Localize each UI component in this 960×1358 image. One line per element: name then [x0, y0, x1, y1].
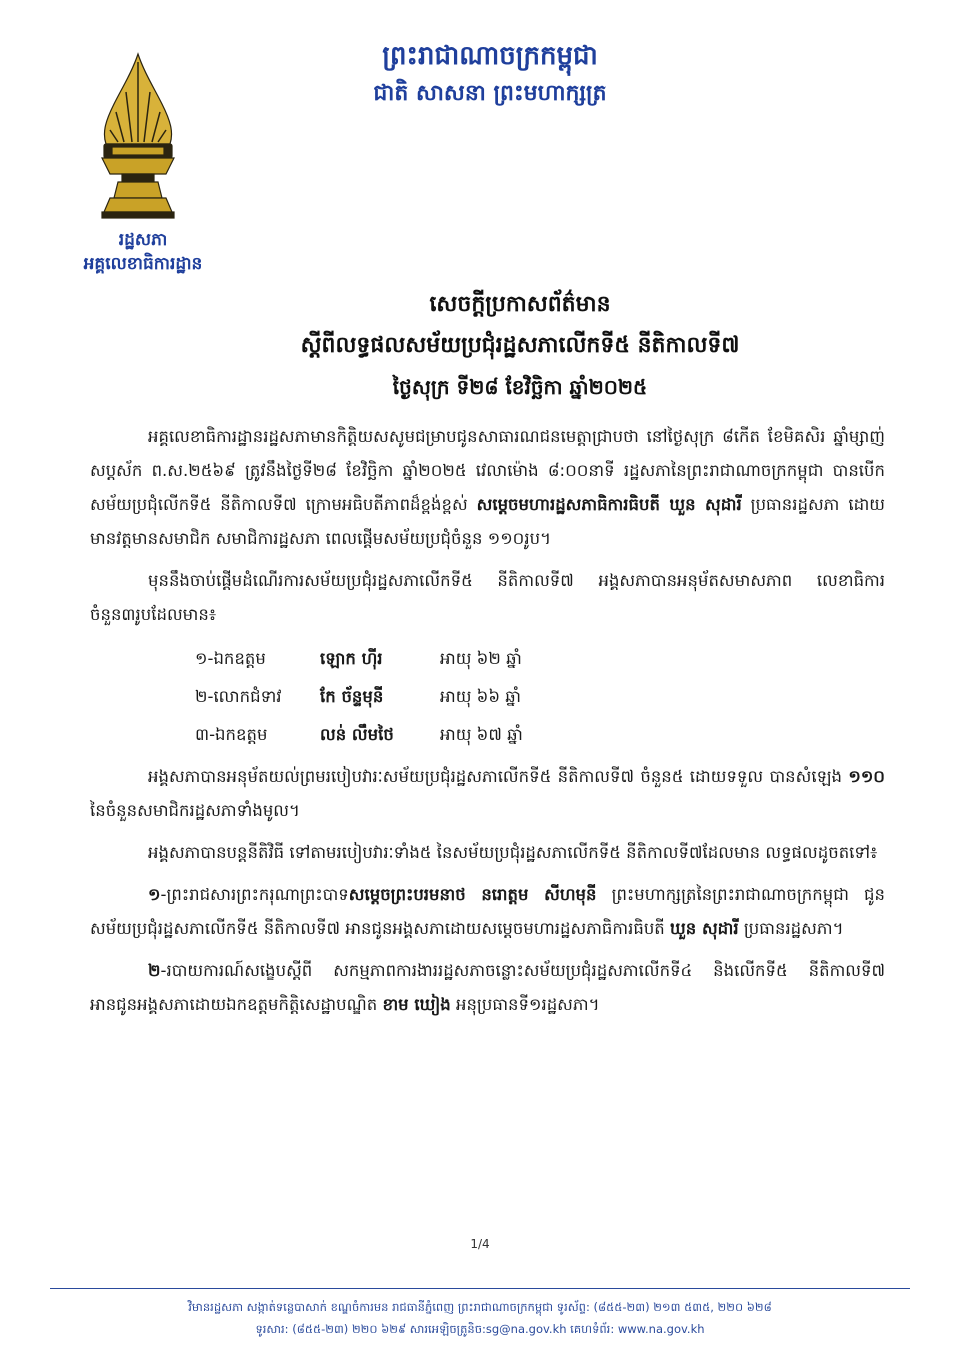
- vice-president-name: ខាម ឃៀង: [382, 995, 451, 1014]
- item2-text-b: អនុប្រធានទី១រដ្ឋសភា។: [450, 995, 600, 1014]
- vote-count: ១១០: [848, 767, 885, 786]
- paragraph-2: មុននឹងចាប់ផ្តើមដំណើរការសម័យប្រជុំរដ្ឋសភាលើកទី៥ នីតិកាលទី៧ អង្គសភាបានអនុម័តសមាសភាព លេខាធិការចំនួន៣រូបដែលមាន៖: [90, 571, 885, 624]
- item-number: ២: [148, 961, 161, 980]
- member-age: អាយុ ៦៦ ឆ្នាំ: [440, 687, 521, 706]
- institution-line2: អគ្គលេខាធិការដ្ឋាន: [83, 254, 203, 274]
- member-age: អាយុ ៦៧ ឆ្នាំ: [440, 725, 523, 744]
- item-number: ១: [148, 885, 161, 904]
- list-item: [90, 678, 885, 716]
- member-name: លន់ លឹមថៃ: [320, 725, 394, 744]
- item1-text-a: -ព្រះរាជសារព្រះករុណាព្រះបាទ: [160, 885, 349, 904]
- para3-text-b: នៃចំនួនសមាជិករដ្ឋសភាទាំងមូល។: [90, 801, 300, 820]
- para1-text-a: អគ្គលេខាធិការដ្ឋានរដ្ឋសភាមានកិត្តិយសសូមជម្រាបជូនសាធារណជនមេត្តាជ្រាបថា នៅថ្ងៃសុក្រ ៨កើត ខែមិគសិរ ឆ្នាំម្សាញ់ សប្តស័ក ព.ស.២៥៦៩ ត្រូវនឹងថ្ងៃទី២៨ ខែវិច្ឆិកា ឆ្នាំ២០២៥ វេលាម៉ោង ៨:០០នាទី រដ្ឋសភានៃព្រះរាជាណាចក្រកម្ពុជា បានបើកសម័យប្រជុំលើកទី៥ នីតិកាលទី៧ ក្រោមអធិបតីភាពដ៏ខ្ពង់ខ្ពស់: [90, 427, 885, 514]
- member-name: ឡោក ហ៊ីរ: [320, 649, 383, 668]
- item1-text-c: ប្រធានរដ្ឋសភា។: [738, 919, 844, 938]
- announcement-title: [160, 285, 880, 407]
- title-line2: ស្តីពីលទ្ធផលសម័យប្រជុំរដ្ឋសភាលើកទី៥ នីតិកាលទី៧: [300, 333, 740, 358]
- list-item: [90, 716, 885, 754]
- footer-line2: ទូរសារ: (៨៥៥-២៣) ២២០ ៦២៩ សារអេឡិចត្រូនិច:sg@na.gov.kh គេហទំព័រ: www.na.gov.kh: [255, 1322, 705, 1336]
- paragraph-3: [90, 760, 885, 828]
- institution-name: [60, 228, 226, 276]
- document-body: [90, 420, 885, 1030]
- member-age: អាយុ ៦២ ឆ្នាំ: [440, 649, 522, 668]
- paragraph-4: អង្គសភាបានបន្តនីតិវិធី ទៅតាមរបៀបវារៈទាំង៥ នៃសម័យប្រជុំរដ្ឋសភាលើកទី៥ នីតិកាលទី៧ដែលមាន លទ្ធផលដូចតទៅ៖: [148, 843, 878, 862]
- agenda-item-2: [90, 954, 885, 1022]
- national-assembly-emblem: [92, 52, 184, 220]
- member-role: ១-ឯកឧត្តម: [195, 649, 266, 668]
- list-item: [90, 640, 885, 678]
- para3-text-a: អង្គសភាបានអនុម័តយល់ព្រមរបៀបវារៈសម័យប្រជុំរដ្ឋសភាលើកទី៥ នីតិកាលទី៧ ចំនួន៥ ដោយទទួល បានសំឡេង: [148, 767, 849, 786]
- president-name: សម្តេចមហារដ្ឋសភាធិការធិបតី ឃួន សុដារី: [476, 495, 742, 514]
- agenda-item-1: [90, 878, 885, 946]
- item2-text-a: -របាយការណ៍សង្ខេបស្តីពី សកម្មភាពការងាររដ្ឋសភាចន្លោះសម័យប្រជុំរដ្ឋសភាលើកទី៤ និងលើកទី៥ នីតិកាលទី៧ អានជូនអង្គសភាដោយឯកឧត្តមកិត្តិសេដ្ឋាបណ្ឌិត: [90, 961, 885, 1014]
- item1-text-b: ព្រះមហាក្សត្រនៃព្រះរាជាណាចក្រកម្ពុជា ជូនសម័យប្រជុំរដ្ឋសភាលើកទី៥ នីតិកាលទី៧ អានជូនអង្គសភាដោយសម្តេចមហារដ្ឋសភាធិការធិបតី: [90, 885, 885, 938]
- page-number: 1/4: [470, 1237, 490, 1251]
- member-role: ២-លោកជំទាវ: [195, 687, 282, 706]
- paragraph-1: [90, 420, 885, 556]
- member-name: កែ ច័ន្ទមុនី: [320, 687, 384, 706]
- footer-address: [120, 1296, 840, 1340]
- title-line1: សេចក្តីប្រកាសព័ត៌មាន: [429, 292, 611, 317]
- kingdom-motto: [330, 36, 650, 112]
- title-date: ថ្ងៃសុក្រ ទី២៨ ខែវិច្ឆិកា ឆ្នាំ២០២៥: [392, 375, 648, 399]
- para1-text-b: ប្រធានរដ្ឋសភា ដោយមានវត្តមានសមាជិក សមាជិការដ្ឋសភា ពេលផ្តើមសម័យប្រជុំចំនួន ១១០រូប។: [90, 495, 885, 548]
- president-name: ឃួន សុដារី: [670, 919, 739, 938]
- secretaries-list: [90, 640, 885, 754]
- institution-line1: រដ្ឋសភា: [118, 230, 168, 250]
- footer-line1: វិមានរដ្ឋសភា សង្កាត់ទន្លេបាសាក់ ខណ្ឌចំការមន រាជធានីភ្នំពេញ ព្រះរាជាណាចក្រកម្ពុជា ទូរស័ព្ទ: (៨៥៥-២៣) ២១៣ ៥៣៥, ២២០ ៦២៨: [188, 1300, 772, 1314]
- kingdom-name: ព្រះរាជាណាចក្រកម្ពុជា: [382, 41, 598, 71]
- footer-divider: [50, 1288, 910, 1289]
- king-name: សម្តេចព្រះបរមនាថ នរោត្តម សីហមុនី: [348, 885, 597, 904]
- member-role: ៣-ឯកឧត្តម: [195, 725, 268, 744]
- national-motto: ជាតិ សាសនា ព្រះមហាក្សត្រ: [373, 81, 607, 106]
